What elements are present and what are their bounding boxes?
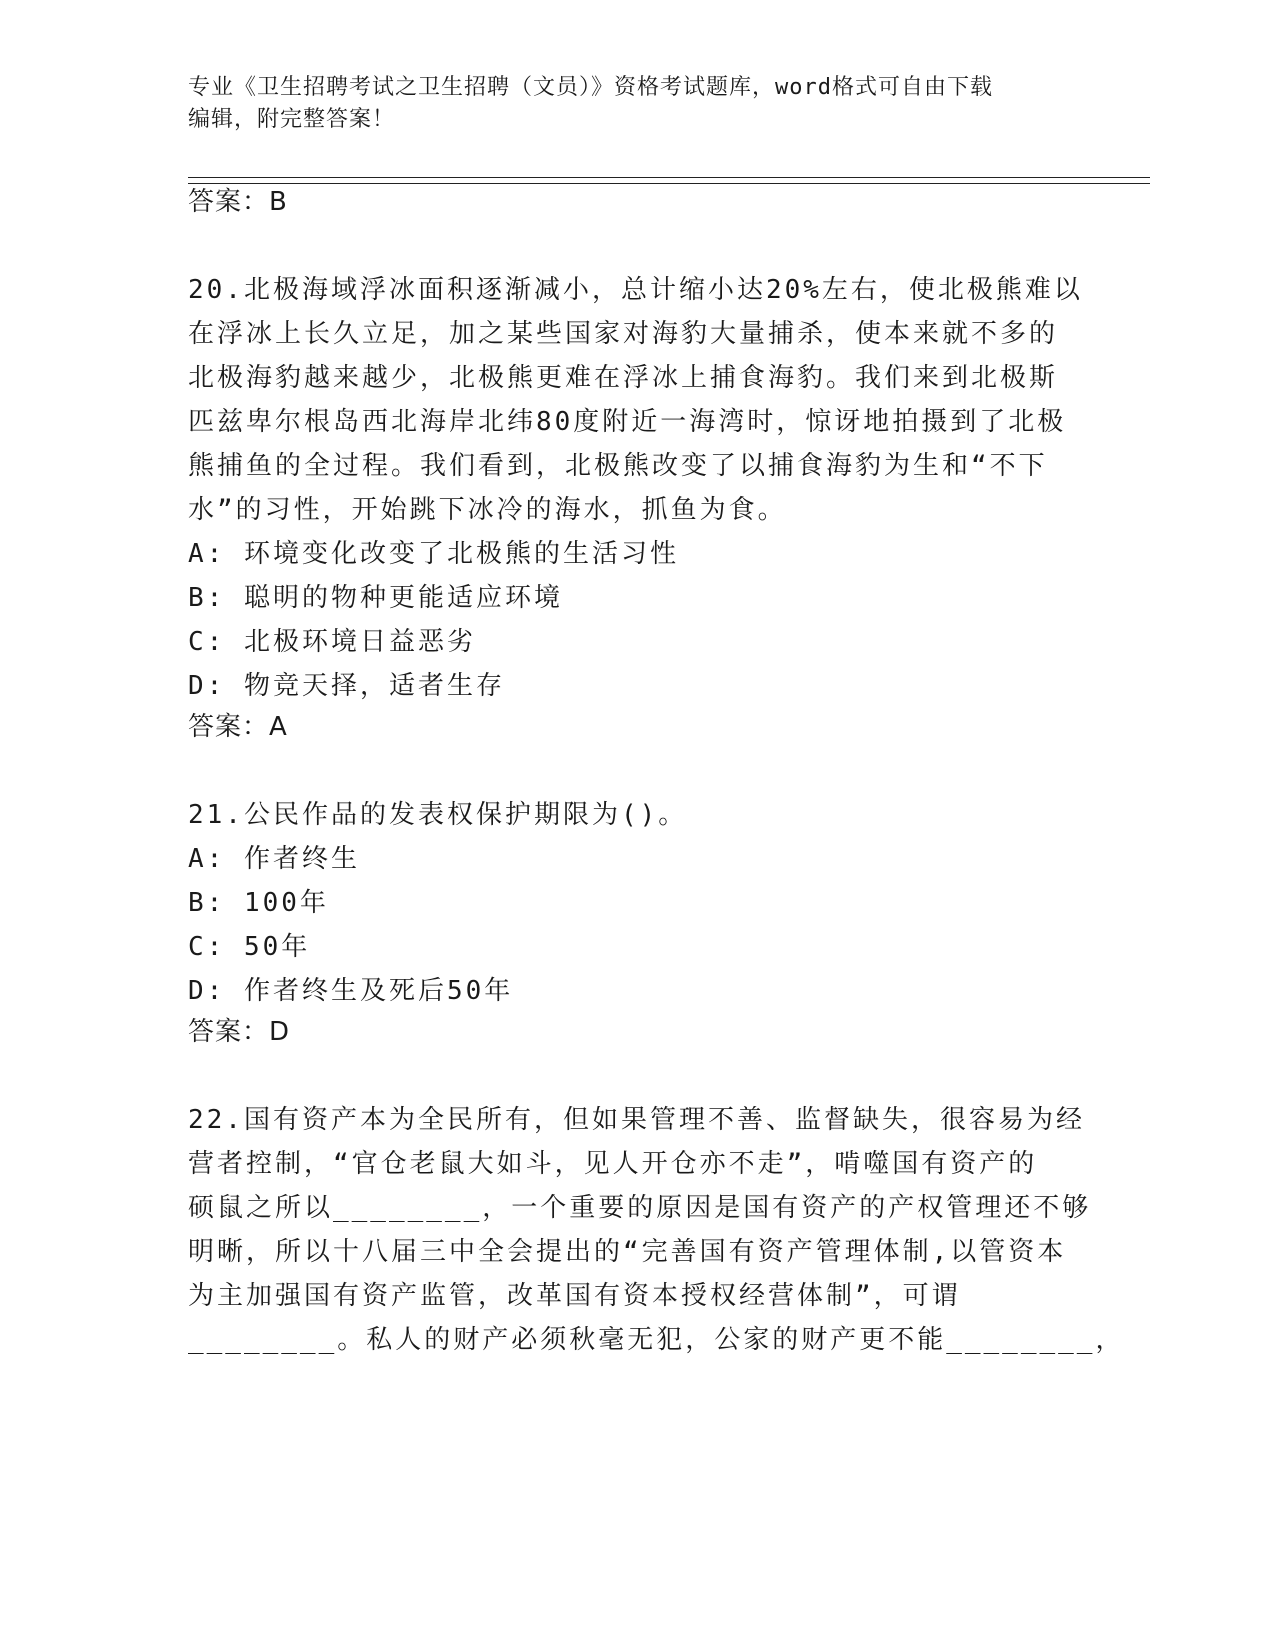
document-header: [188, 72, 1068, 136]
question-20-line: 熊捕鱼的全过程。我们看到，北极熊改变了以捕食海豹为生和“不下: [188, 451, 1048, 481]
question-21-option-c: C: 50年: [188, 932, 311, 962]
question-20-option-a: A: 环境变化改变了北极熊的生活习性: [188, 539, 679, 569]
header-divider-bottom: [188, 183, 1150, 184]
question-20-option-d: D: 物竞天择，适者生存: [188, 671, 505, 701]
question-20-answer: 答案：A: [188, 712, 288, 742]
question-20-line: 北极海豹越来越少，北极熊更难在浮冰上捕食海豹。我们来到北极斯: [188, 363, 1059, 393]
question-21-option-b: B: 100年: [188, 888, 329, 918]
question-21-option-d: D: 作者终生及死后50年: [188, 976, 514, 1006]
question-20-line: 匹兹卑尔根岛西北海岸北纬80度附近一海湾时，惊讶地拍摄到了北极: [188, 407, 1067, 437]
header-divider-top: [188, 177, 1150, 178]
question-21-answer: 答案：D: [188, 1017, 291, 1047]
question-20-option-b: B: 聪明的物种更能适应环境: [188, 583, 563, 613]
question-22-line: ________。私人的财产必须秋毫无犯，公家的财产更不能________，: [188, 1325, 1125, 1355]
question-22-line: 营者控制，“官仓老鼠大如斗，见人开仓亦不走”，啃噬国有资产的: [188, 1149, 1038, 1179]
question-22-line: 为主加强国有资产监管，改革国有资本授权经营体制”，可谓: [188, 1281, 961, 1311]
question-22-line: 硕鼠之所以________，一个重要的原因是国有资产的产权管理还不够: [188, 1193, 1092, 1223]
question-20-line: 水”的习性，开始跳下冰冷的海水，抓鱼为食。: [188, 495, 787, 525]
question-22-line: 明晰，所以十八届三中全会提出的“完善国有资产管理体制,以管资本: [188, 1237, 1067, 1267]
question-21-option-a: A: 作者终生: [188, 844, 360, 874]
header-line-2: 编辑，附完整答案！: [188, 107, 396, 132]
answer-previous: 答案：B: [188, 187, 288, 217]
question-21-line: 21.公民作品的发表权保护期限为()。: [188, 800, 688, 830]
question-22-line: 22.国有资产本为全民所有，但如果管理不善、监督缺失，很容易为经: [188, 1105, 1085, 1135]
header-line-1: 专业《卫生招聘考试之卫生招聘（文员）》资格考试题库，word格式可自由下载: [188, 75, 993, 100]
question-20-line: 在浮冰上长久立足，加之某些国家对海豹大量捕杀，使本来就不多的: [188, 319, 1059, 349]
question-20-option-c: C: 北极环境日益恶劣: [188, 627, 476, 657]
question-20-line: 20.北极海域浮冰面积逐渐减小，总计缩小达20%左右，使北极熊难以: [188, 275, 1083, 305]
